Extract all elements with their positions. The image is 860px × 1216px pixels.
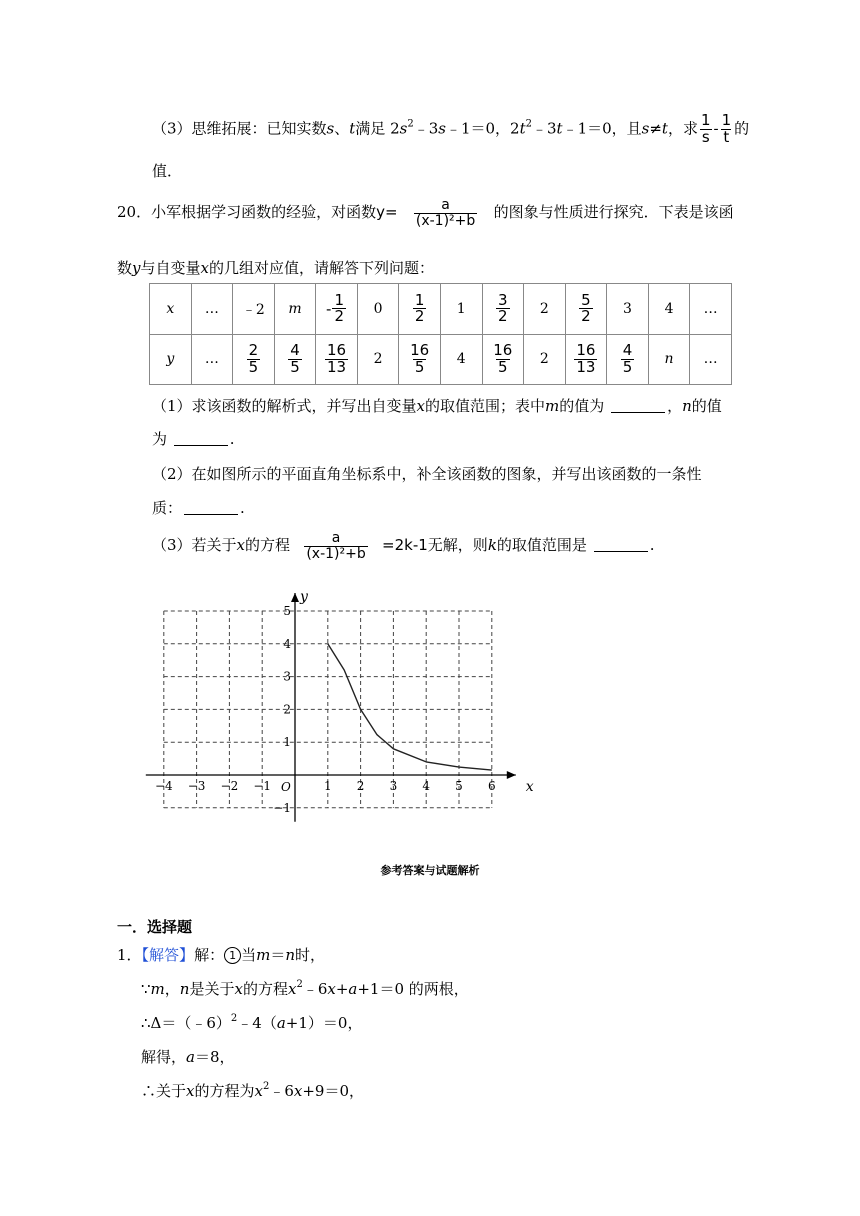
fraction xyxy=(491,343,514,376)
coordinate-graph xyxy=(140,585,540,845)
function-fraction xyxy=(399,198,493,228)
y-axis-label: y xyxy=(300,589,308,605)
text: （1）求该函数的解析式，并写出自变量 xyxy=(152,397,417,415)
var: a xyxy=(186,1048,195,1066)
x-axis-label: x xyxy=(525,779,534,795)
y-tick-label: 3 xyxy=(283,669,291,684)
num: 1 xyxy=(721,111,732,129)
text: ﹣6 xyxy=(269,1082,294,1100)
den: s xyxy=(701,127,710,146)
fraction xyxy=(332,290,346,326)
x-axis-arrow-icon xyxy=(507,771,516,779)
table-cell: n xyxy=(648,334,690,385)
num: 4 xyxy=(622,341,633,359)
den: 5 xyxy=(414,357,425,376)
table-cell: 2 xyxy=(357,334,399,385)
x-tick-label: −3 xyxy=(187,779,206,793)
num: 2 xyxy=(248,341,259,359)
question-number: 20． xyxy=(117,203,152,222)
var: x xyxy=(236,536,246,555)
var: n xyxy=(682,397,692,415)
exp: 2 xyxy=(407,118,414,130)
den: 5 xyxy=(622,357,633,376)
value-table xyxy=(149,283,732,385)
den: 2 xyxy=(414,307,425,326)
sub-question-2: （2）在如图所示的平面直角坐标系中，补全该函数的图象，并写出该函数的一条性 xyxy=(152,465,702,483)
var: n xyxy=(285,946,296,964)
exp: 2 xyxy=(262,1081,270,1092)
text: 的方程为 xyxy=(194,1082,255,1100)
text: 当 xyxy=(241,946,257,964)
num: 1 xyxy=(414,290,425,309)
text: 小军根据学习函数的经验，对函数 xyxy=(151,203,377,222)
fraction xyxy=(574,343,597,376)
exp: 2 xyxy=(525,118,532,130)
text: 满足 2 xyxy=(355,119,400,138)
var: t xyxy=(349,119,356,138)
y-tick-label: 1 xyxy=(283,735,291,750)
text: 的 xyxy=(734,119,750,138)
table-cell: 3 xyxy=(607,284,649,335)
num: 16 xyxy=(493,341,513,359)
text: 为 xyxy=(152,430,168,448)
num: a xyxy=(331,530,341,546)
sub-question-1-line2 xyxy=(152,428,235,449)
answer-blank[interactable] xyxy=(184,500,238,515)
table-row xyxy=(150,284,732,335)
equation-fraction xyxy=(291,531,381,561)
table-cell: 2 xyxy=(524,284,566,335)
answer-1-line2 xyxy=(141,978,469,999)
var: n xyxy=(179,980,190,998)
fraction xyxy=(621,343,635,376)
question-19-part3-line2: 值． xyxy=(152,162,183,180)
answer-1-line4 xyxy=(141,1046,235,1067)
table-cell: 4 xyxy=(648,284,690,335)
text: . xyxy=(229,430,235,448)
table-cell: 0 xyxy=(357,284,399,335)
fraction xyxy=(579,290,593,326)
x-tick-label: 6 xyxy=(487,779,496,793)
var: x xyxy=(416,397,426,415)
text: 的取值范围；表中 xyxy=(425,397,546,415)
text: ∴Δ＝（﹣6） xyxy=(141,1014,231,1032)
num: 16 xyxy=(410,341,430,359)
num: a xyxy=(441,197,450,213)
question-number: 1． xyxy=(117,946,142,964)
fraction xyxy=(496,290,510,326)
var: m xyxy=(256,946,271,964)
text: 解： xyxy=(194,946,225,964)
fraction-1-over-t xyxy=(720,113,734,146)
text: ＝ xyxy=(270,946,286,964)
den: 5 xyxy=(248,357,259,376)
fraction xyxy=(288,343,302,376)
den: 2 xyxy=(498,307,508,326)
table-row xyxy=(150,334,732,385)
table-cell xyxy=(399,284,441,335)
text: 质： xyxy=(152,499,183,517)
answer-blank[interactable] xyxy=(594,537,648,552)
question-19-part3: （3）思维拓展：已知实数s、t满足 $2s^2﹣3s﹣1=0$，$2t^2﹣3t﹣1=0$，且s≠t，求 $\frac{1}{s}$ - $\frac{1}{t}$ 的 xyxy=(152,111,750,146)
text: ﹣3 xyxy=(413,119,439,138)
text: ， xyxy=(667,397,683,415)
var: t xyxy=(556,119,563,138)
text: （3）若关于 xyxy=(152,536,237,555)
text: ﹣6 xyxy=(302,980,328,998)
text: 时， xyxy=(295,946,326,964)
var: x xyxy=(186,1082,195,1100)
table-cell xyxy=(565,284,607,335)
text: ，求 xyxy=(667,119,698,138)
fraction xyxy=(408,343,431,376)
den: 5 xyxy=(498,357,508,376)
text: 的取值范围是 xyxy=(496,536,587,555)
section-heading: 一．选择题 xyxy=(117,918,193,936)
text: +9＝0， xyxy=(302,1082,365,1100)
text: ﹣3 xyxy=(531,119,557,138)
x-tick-label: 1 xyxy=(323,779,332,793)
sub-question-2-line2 xyxy=(152,497,245,518)
text: 的几组对应值，请解答下列问题： xyxy=(208,259,434,277)
var: x xyxy=(254,1082,263,1100)
den: (x-1)²+b xyxy=(306,545,366,562)
table-cell: … xyxy=(191,284,233,335)
table-cell xyxy=(316,284,358,335)
table-cell xyxy=(482,334,524,385)
table-cell xyxy=(399,334,441,385)
text: 的图象与性质进行探究．下表是该函 xyxy=(493,203,734,222)
den: t xyxy=(723,127,730,146)
text: 的方程 xyxy=(245,536,291,555)
table-cell xyxy=(316,334,358,385)
text: （3）思维拓展：已知实数 xyxy=(152,119,327,138)
question-20-stem xyxy=(117,198,734,228)
table-cell xyxy=(565,334,607,385)
text: 、 xyxy=(334,119,350,138)
var: y xyxy=(132,259,141,277)
x-tick-label: 3 xyxy=(389,779,398,793)
num: 1 xyxy=(700,111,711,129)
y-axis-arrow-icon xyxy=(291,593,299,602)
answer-tag: 【解答】 xyxy=(141,946,195,964)
var: x xyxy=(200,259,209,277)
text: ， xyxy=(164,980,180,998)
y-tick-label: 5 xyxy=(283,604,291,618)
var: x xyxy=(287,980,297,998)
text: 的方程 xyxy=(242,980,288,998)
answer-1-line3 xyxy=(141,1012,362,1033)
circled-number: 1 xyxy=(224,947,241,964)
text: . xyxy=(240,499,245,517)
var: t xyxy=(519,119,526,138)
var: s≠t xyxy=(641,119,668,138)
text: 数 xyxy=(117,259,133,277)
table-cell: x xyxy=(150,284,192,335)
answer-blank[interactable] xyxy=(174,431,228,446)
var: x xyxy=(327,980,336,998)
den: 13 xyxy=(576,357,596,376)
table-cell: 4 xyxy=(440,334,482,385)
origin-label: O xyxy=(281,780,291,794)
var: s xyxy=(399,119,408,138)
text: 的值 xyxy=(691,397,722,415)
num: 16 xyxy=(576,341,596,359)
num: 1 xyxy=(334,290,345,309)
fraction xyxy=(325,343,348,376)
table-cell: y xyxy=(150,334,192,385)
num: 4 xyxy=(290,341,300,359)
text: ∵ xyxy=(141,980,151,998)
answers-heading: 参考答案与试题解析 xyxy=(380,864,480,877)
text: ∴关于 xyxy=(141,1082,187,1100)
x-tick-label: 4 xyxy=(422,779,431,793)
text: ﹣1＝0，且 xyxy=(562,119,642,138)
table-cell: m xyxy=(274,284,316,335)
var: s xyxy=(326,119,335,138)
var: m xyxy=(545,397,560,415)
var: x xyxy=(293,1082,303,1100)
table-cell xyxy=(607,334,649,385)
den: 2 xyxy=(334,307,345,326)
table-cell xyxy=(233,334,275,385)
text: y= xyxy=(376,203,398,222)
text: 无解，则 xyxy=(427,536,488,555)
var: m xyxy=(150,980,165,998)
answer-blank[interactable] xyxy=(611,398,665,413)
text: ﹣1＝0，2 xyxy=(445,119,520,138)
table-cell: 2 xyxy=(524,334,566,385)
fraction-1-over-s xyxy=(699,113,713,146)
minus-sign: - xyxy=(326,299,332,318)
text: 解得， xyxy=(141,1048,187,1066)
text: 的值为 xyxy=(559,397,605,415)
y-tick-label: 4 xyxy=(283,636,291,651)
table-cell xyxy=(274,334,316,385)
table-cell: ﹣2 xyxy=(233,284,275,335)
text: ﹣4（ xyxy=(237,1014,277,1032)
x-tick-label: 2 xyxy=(356,779,365,793)
exp: 2 xyxy=(230,1013,238,1024)
text: . xyxy=(649,536,655,555)
den: (x-1)²+b xyxy=(415,212,476,229)
den: 13 xyxy=(326,357,347,376)
num: 3 xyxy=(498,290,508,309)
den: 2 xyxy=(581,307,591,326)
function-curve xyxy=(328,644,492,770)
text: +1）＝0， xyxy=(285,1014,363,1032)
answer-1-line5 xyxy=(141,1080,364,1101)
text: ＝8， xyxy=(194,1048,235,1066)
answer-1-line1 xyxy=(117,944,325,965)
sub-question-1 xyxy=(152,395,722,416)
x-tick-label: −2 xyxy=(220,779,239,793)
table-cell xyxy=(482,284,524,335)
x-tick-label: −4 xyxy=(154,779,173,793)
table-cell: 1 xyxy=(440,284,482,335)
num: 5 xyxy=(581,290,591,309)
var: s xyxy=(438,119,446,138)
question-20-stem-line2 xyxy=(117,257,434,278)
text: +1＝0 的两根， xyxy=(357,980,469,998)
text: 与自变量 xyxy=(140,259,201,277)
y-tick-label: −1 xyxy=(273,800,291,815)
x-tick-label: −1 xyxy=(253,779,272,793)
table-cell: … xyxy=(690,284,732,335)
sub-question-3 xyxy=(152,531,654,561)
var: a xyxy=(348,980,358,998)
num: 16 xyxy=(326,341,347,359)
text: 是关于 xyxy=(189,980,235,998)
var: x xyxy=(234,980,243,998)
fraction xyxy=(413,290,427,326)
var: a xyxy=(276,1014,286,1032)
exp: 2 xyxy=(296,979,303,990)
table-cell: … xyxy=(690,334,732,385)
fraction xyxy=(247,343,261,376)
text: =2k-1 xyxy=(382,536,428,555)
text: + xyxy=(335,980,349,998)
x-tick-label: 5 xyxy=(455,779,463,793)
table-cell: … xyxy=(191,334,233,385)
y-tick-label: 2 xyxy=(283,702,291,717)
var: k xyxy=(487,536,497,555)
den: 5 xyxy=(290,357,300,376)
